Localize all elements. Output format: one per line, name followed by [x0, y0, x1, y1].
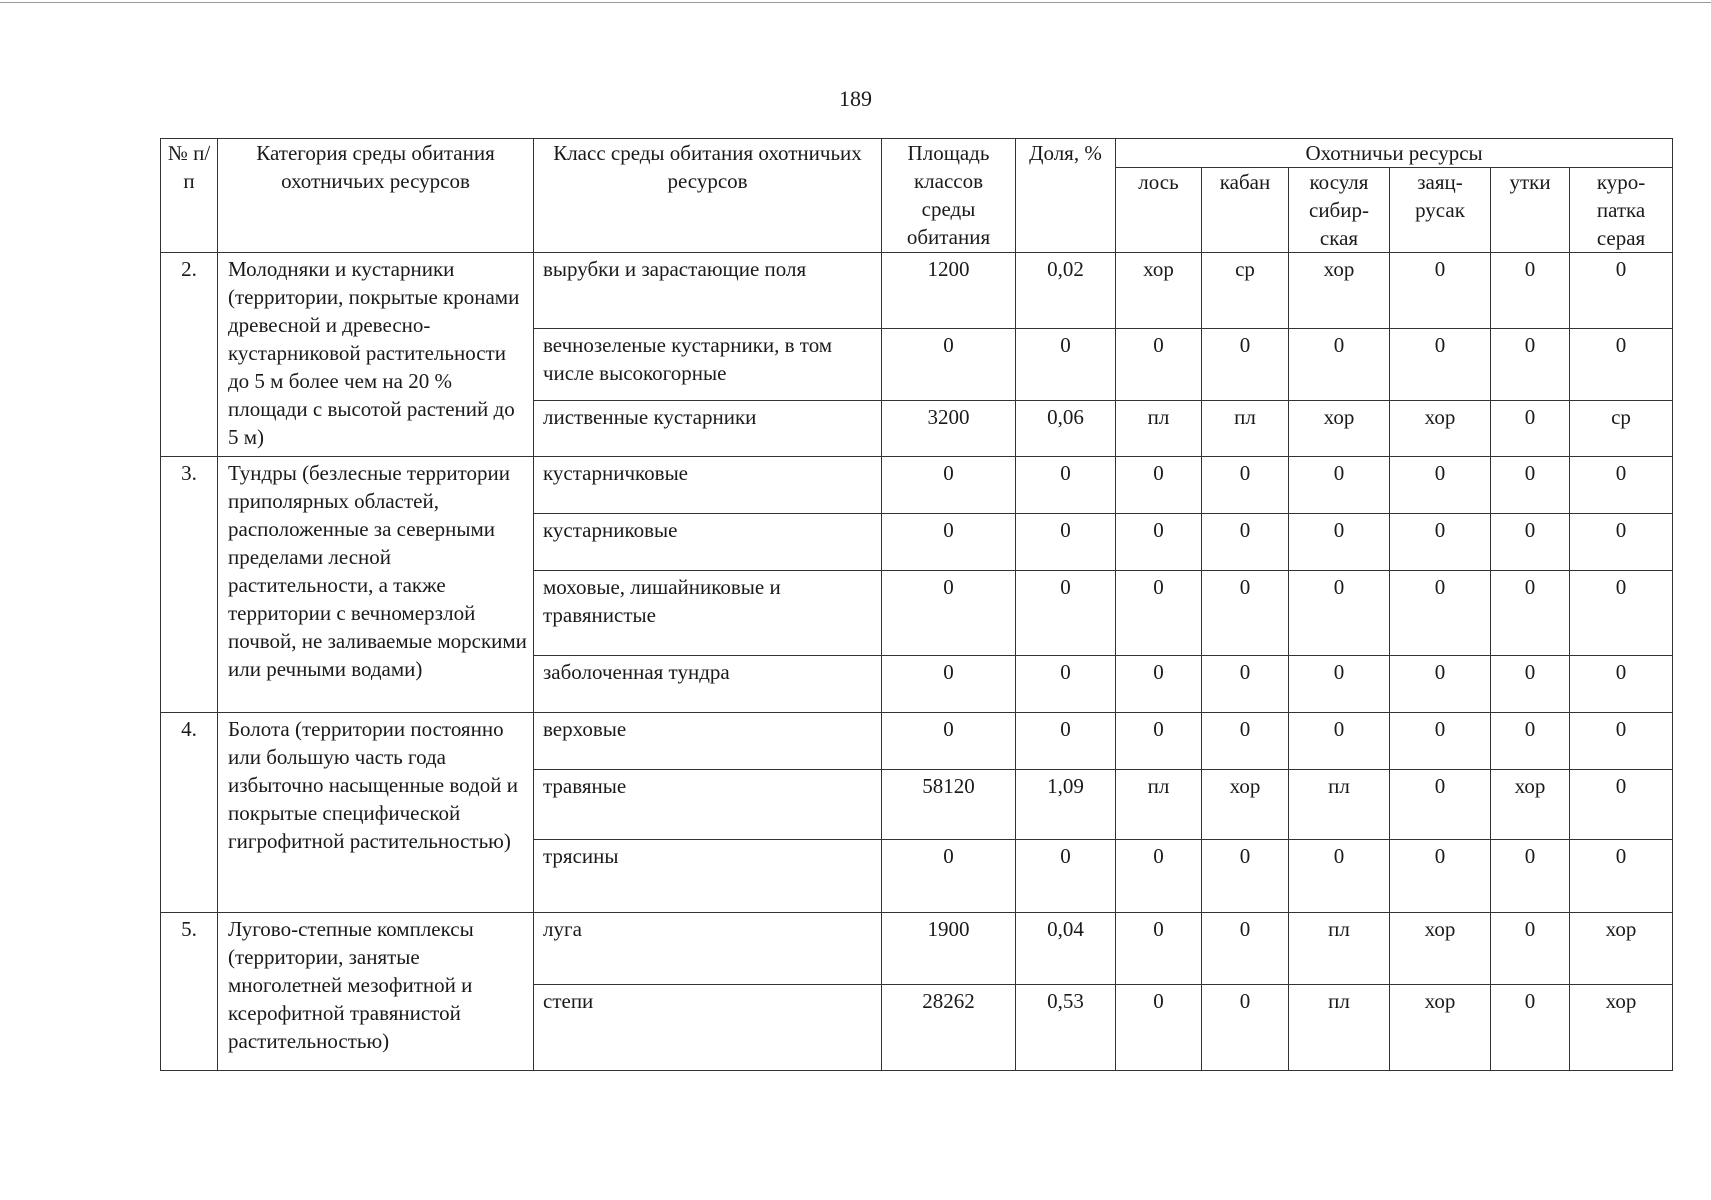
resource-rating-cell: 0	[1202, 913, 1289, 985]
table-row	[161, 713, 1673, 770]
top-rule	[0, 2, 1711, 3]
resource-rating-cell: 0	[1116, 840, 1202, 913]
resource-rating-cell: 0	[1390, 840, 1491, 913]
area-cell: 1200	[882, 253, 1016, 329]
share-cell: 0	[1016, 514, 1116, 571]
resource-rating-cell: 0	[1390, 571, 1491, 656]
resource-rating-cell: 0	[1390, 514, 1491, 571]
resource-rating-cell: 0	[1491, 656, 1570, 713]
resource-rating-cell: 0	[1570, 840, 1673, 913]
category-cell: Лугово-степные комплексы (территории, занятые многолетней мезофитной и ксерофитной травянистой растительностью)	[218, 913, 534, 1071]
resource-rating-cell: 0	[1390, 329, 1491, 401]
resource-rating-cell: 0	[1289, 571, 1390, 656]
resource-rating-cell: 0	[1390, 770, 1491, 840]
resource-rating-cell: 0	[1116, 913, 1202, 985]
table-row	[161, 913, 1673, 985]
table-header-row	[161, 139, 1673, 168]
class-cell: верховые	[534, 713, 882, 770]
table-row	[161, 457, 1673, 514]
resource-rating-cell: 0	[1491, 514, 1570, 571]
resource-rating-cell: 0	[1491, 913, 1570, 985]
resource-rating-cell: 0	[1202, 985, 1289, 1071]
resource-rating-cell: 0	[1202, 457, 1289, 514]
header-species: косуля сибир-ская	[1289, 168, 1390, 253]
resource-rating-cell: пл	[1116, 770, 1202, 840]
share-cell: 0,53	[1016, 985, 1116, 1071]
resource-rating-cell: пл	[1202, 401, 1289, 457]
resource-rating-cell: 0	[1390, 457, 1491, 514]
resource-rating-cell: хор	[1570, 985, 1673, 1071]
header-species: лось	[1116, 168, 1202, 253]
class-cell: степи	[534, 985, 882, 1071]
resource-rating-cell: 0	[1570, 457, 1673, 514]
class-cell: заболоченная тундра	[534, 656, 882, 713]
resource-rating-cell: хор	[1202, 770, 1289, 840]
habitat-table	[160, 138, 1673, 1071]
area-cell: 3200	[882, 401, 1016, 457]
resource-rating-cell: пл	[1116, 401, 1202, 457]
header-species: кабан	[1202, 168, 1289, 253]
header-species: куро-патка серая	[1570, 168, 1673, 253]
share-cell: 0	[1016, 571, 1116, 656]
resource-rating-cell: 0	[1570, 713, 1673, 770]
resource-rating-cell: 0	[1491, 329, 1570, 401]
header-species: заяц-русак	[1390, 168, 1491, 253]
resource-rating-cell: 0	[1202, 514, 1289, 571]
resource-rating-cell: 0	[1491, 985, 1570, 1071]
table-body	[161, 253, 1673, 1071]
share-cell: 0,02	[1016, 253, 1116, 329]
share-cell: 0	[1016, 713, 1116, 770]
resource-rating-cell: хор	[1390, 401, 1491, 457]
resource-rating-cell: хор	[1570, 913, 1673, 985]
resource-rating-cell: хор	[1289, 253, 1390, 329]
header-species: утки	[1491, 168, 1570, 253]
share-cell: 0	[1016, 840, 1116, 913]
resource-rating-cell: 0	[1289, 457, 1390, 514]
resource-rating-cell: 0	[1116, 457, 1202, 514]
resource-rating-cell: 0	[1116, 329, 1202, 401]
resource-rating-cell: ср	[1570, 401, 1673, 457]
resource-rating-cell: хор	[1390, 913, 1491, 985]
header-area: Площадь классов среды обитания	[882, 139, 1016, 253]
class-cell: трясины	[534, 840, 882, 913]
resource-rating-cell: 0	[1570, 514, 1673, 571]
resource-rating-cell: 0	[1116, 985, 1202, 1071]
row-number: 5.	[161, 913, 218, 1071]
row-number: 3.	[161, 457, 218, 713]
resource-rating-cell: 0	[1289, 713, 1390, 770]
share-cell: 0	[1016, 329, 1116, 401]
category-cell: Молодняки и кустарники (территории, покрытые кронами древесной и древесно-кустарниковой растительности до 5 м более чем на 20 % площади с высотой растений до 5 м)	[218, 253, 534, 457]
resource-rating-cell: хор	[1289, 401, 1390, 457]
resource-rating-cell: 0	[1202, 840, 1289, 913]
area-cell: 1900	[882, 913, 1016, 985]
header-num: № п/п	[161, 139, 218, 253]
resource-rating-cell: ср	[1202, 253, 1289, 329]
resource-rating-cell: 0	[1570, 329, 1673, 401]
share-cell: 0	[1016, 656, 1116, 713]
area-cell: 0	[882, 457, 1016, 514]
row-number: 2.	[161, 253, 218, 457]
resource-rating-cell: 0	[1491, 840, 1570, 913]
class-cell: лиственные кустарники	[534, 401, 882, 457]
resource-rating-cell: пл	[1289, 985, 1390, 1071]
area-cell: 0	[882, 514, 1016, 571]
resource-rating-cell: 0	[1390, 253, 1491, 329]
class-cell: кустарниковые	[534, 514, 882, 571]
resource-rating-cell: 0	[1491, 457, 1570, 514]
class-cell: травяные	[534, 770, 882, 840]
header-share: Доля, %	[1016, 139, 1116, 253]
header-resources: Охотничьи ресурсы	[1116, 139, 1673, 168]
resource-rating-cell: 0	[1289, 840, 1390, 913]
share-cell: 0	[1016, 457, 1116, 514]
resource-rating-cell: хор	[1116, 253, 1202, 329]
area-cell: 0	[882, 329, 1016, 401]
area-cell: 28262	[882, 985, 1016, 1071]
class-cell: кустарничковые	[534, 457, 882, 514]
resource-rating-cell: 0	[1202, 329, 1289, 401]
resource-rating-cell: 0	[1390, 656, 1491, 713]
category-cell: Болота (территории постоянно или большую часть года избыточно насыщенные водой и покрытые специфической гигрофитной растительностью)	[218, 713, 534, 913]
resource-rating-cell: 0	[1390, 713, 1491, 770]
area-cell: 0	[882, 840, 1016, 913]
resource-rating-cell: 0	[1116, 571, 1202, 656]
row-number: 4.	[161, 713, 218, 913]
resource-rating-cell: 0	[1116, 713, 1202, 770]
resource-rating-cell: 0	[1570, 770, 1673, 840]
resource-rating-cell: 0	[1491, 253, 1570, 329]
header-class: Класс среды обитания охотничьих ресурсов	[534, 139, 882, 253]
resource-rating-cell: 0	[1202, 656, 1289, 713]
area-cell: 0	[882, 656, 1016, 713]
resource-rating-cell: 0	[1491, 713, 1570, 770]
share-cell: 1,09	[1016, 770, 1116, 840]
resource-rating-cell: 0	[1289, 514, 1390, 571]
resource-rating-cell: 0	[1491, 401, 1570, 457]
resource-rating-cell: 0	[1491, 571, 1570, 656]
resource-rating-cell: пл	[1289, 913, 1390, 985]
resource-rating-cell: пл	[1289, 770, 1390, 840]
class-cell: моховые, лишайниковые и травянистые	[534, 571, 882, 656]
class-cell: луга	[534, 913, 882, 985]
class-cell: вечнозеленые кустарники, в том числе высокогорные	[534, 329, 882, 401]
table-row	[161, 253, 1673, 329]
page-number: 189	[839, 86, 872, 111]
area-cell: 0	[882, 571, 1016, 656]
header-category: Категория среды обитания охотничьих ресурсов	[218, 139, 534, 253]
resource-rating-cell: хор	[1491, 770, 1570, 840]
resource-rating-cell: 0	[1570, 571, 1673, 656]
share-cell: 0,06	[1016, 401, 1116, 457]
resource-rating-cell: 0	[1570, 253, 1673, 329]
resource-rating-cell: 0	[1570, 656, 1673, 713]
resource-rating-cell: 0	[1116, 656, 1202, 713]
category-cell: Тундры (безлесные территории приполярных областей, расположенные за северными пределами лесной растительности, а также территории с вечномерзлой почвой, не заливаемые морскими или речными водами)	[218, 457, 534, 713]
resource-rating-cell: 0	[1289, 329, 1390, 401]
resource-rating-cell: 0	[1289, 656, 1390, 713]
resource-rating-cell: 0	[1116, 514, 1202, 571]
resource-rating-cell: хор	[1390, 985, 1491, 1071]
class-cell: вырубки и зарастающие поля	[534, 253, 882, 329]
share-cell: 0,04	[1016, 913, 1116, 985]
resource-rating-cell: 0	[1202, 713, 1289, 770]
resource-rating-cell: 0	[1202, 571, 1289, 656]
area-cell: 58120	[882, 770, 1016, 840]
area-cell: 0	[882, 713, 1016, 770]
